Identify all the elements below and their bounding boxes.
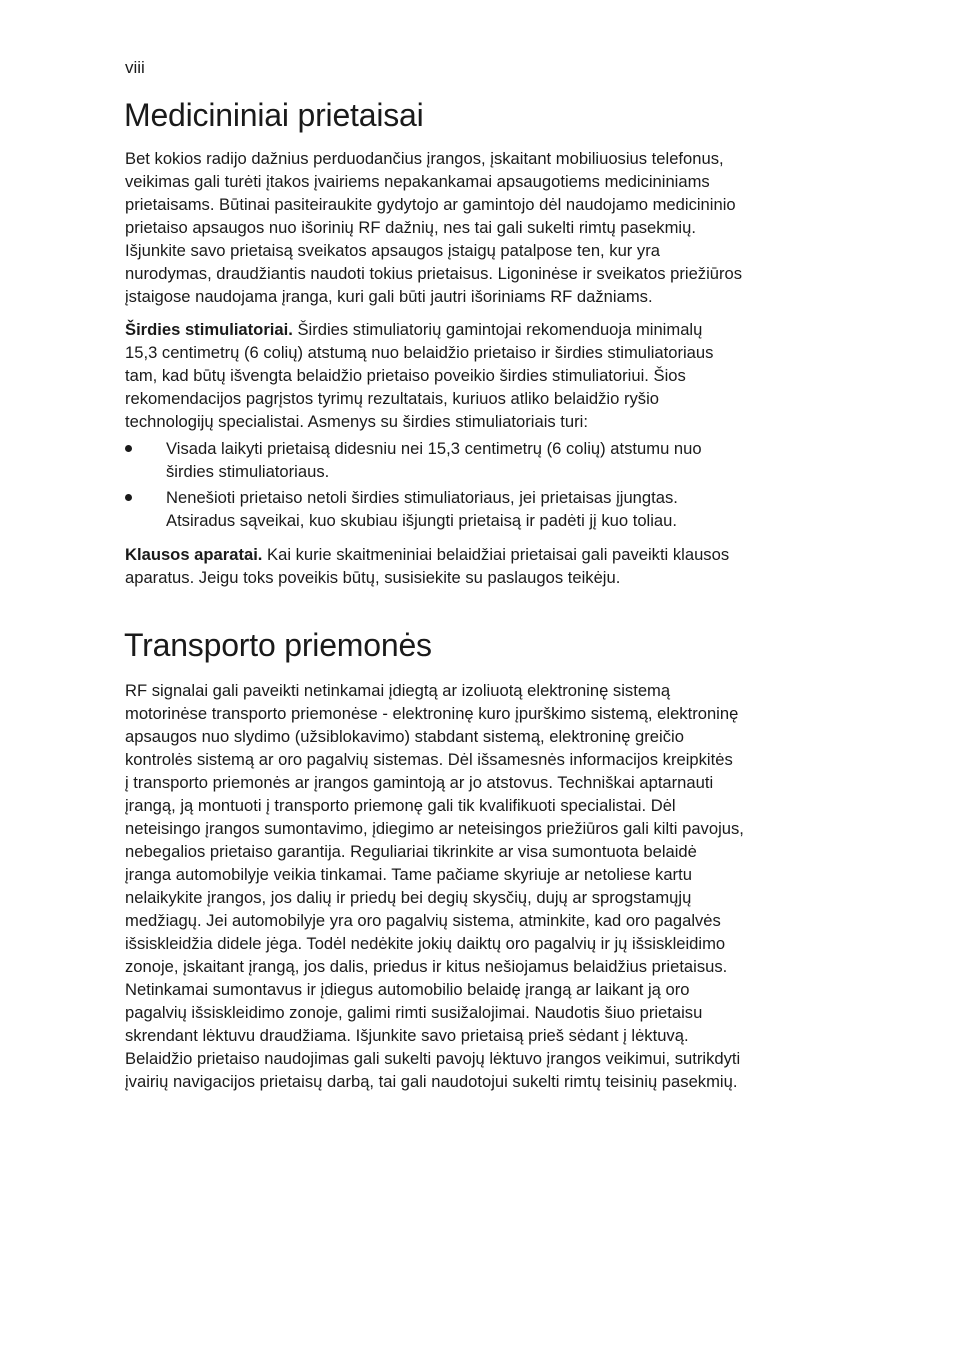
paragraph-line: į transporto priemonės ar įrangos gamintoją ar jo atstovus. Techniškai aptarnauti <box>125 773 714 792</box>
paragraph-line: skrendant lėktuvu draudžiama. Išjunkite savo prietaisą prieš sėdant į lėktuvą. <box>125 1026 689 1045</box>
paragraph-line: motorinėse transporto priemonėse - elektroninę kuro įpurškimo sistemą, elektroninę <box>125 704 739 723</box>
paragraph-line: kontrolės sistemą ar oro pagalvių sistemas. Dėl išsamesnės informacijos kreipkitės <box>125 750 733 769</box>
paragraph-line: prietaisams. Būtinai pasiteiraukite gydytojo ar gamintojo dėl naudojamo medicininio <box>125 195 736 214</box>
paragraph-line: pagalvių išsiskleidimo zonoje, galimi rimti susižalojimai. Naudotis šiuo prietaisu <box>125 1003 703 1022</box>
paragraph-line: įrangą, ją montuoti į transporto priemonę gali tik kvalifikuoti specialistai. Dėl <box>125 796 676 815</box>
paragraph-line: Netinkamai sumontavus ir įdiegus automobilio belaidę įrangą ar laikant ją oro <box>125 980 690 999</box>
list-item-line: Atsiradus sąveikai, kuo skubiau išjungti prietaisą ir padėti jį kuo toliau. <box>166 511 677 530</box>
pacemakers-title: Širdies stimuliatoriai. <box>125 320 293 339</box>
pacemakers-first-line: Širdies stimuliatorių gamintojai rekomenduoja minimalų <box>292 320 703 339</box>
paragraph-line: rekomendacijos pagrįstos tyrimų rezultatais, kuriuos atliko belaidžio ryšio <box>125 389 659 408</box>
paragraph-line: įranga automobilyje veikia tinkamai. Tame pačiame skyriuje ar netoliese kartu <box>125 865 692 884</box>
page-number: viii <box>125 58 145 77</box>
paragraph-line: nurodymas, draudžiantis naudoti tokius prietaisus. Ligoninėse ir sveikatos priežiūros <box>125 264 743 283</box>
paragraph-line: 15,3 centimetrų (6 colių) atstumą nuo belaidžio prietaiso ir širdies stimuliatoriaus <box>125 343 714 362</box>
paragraph-line: technologijų specialistai. Asmenys su širdies stimuliatoriais turi: <box>125 412 588 431</box>
list-item-line: Nenešioti prietaiso netoli širdies stimuliatoriaus, jei prietaisas įjungtas. <box>166 488 678 507</box>
pacemaker-bullet-list <box>125 437 825 535</box>
section-heading-vehicles: Transporto priemonės <box>124 627 432 663</box>
paragraph-line: nebegalios prietaiso garantija. Reguliariai tikrinkite ar visa sumontuota belaidė <box>125 842 697 861</box>
paragraph-line: Bet kokios radijo dažnius perduodančius įrangos, įskaitant mobiliuosius telefonus, <box>125 149 724 168</box>
paragraph-line: išsiskleidžia didele jėga. Todėl nedėkite jokių daiktų oro pagalvių ir jų išsiskleidimo <box>125 934 726 953</box>
paragraph-line: prietaiso apsaugos nuo išorinių RF dažnių, nes tai gali sukelti rimtų pasekmių. <box>125 218 696 237</box>
pacemakers-paragraph <box>125 318 825 433</box>
paragraph-line <box>125 543 825 566</box>
paragraph-line: aparatus. Jeigu toks poveikis būtų, susisiekite su paslaugos teikėju. <box>125 568 621 587</box>
paragraph-line: įstaigose naudojama įranga, kuri gali būti jautri išoriniams RF dažniams. <box>125 287 653 306</box>
paragraph-line: nelaikykite įrangos, jos dalių ir priedų bei degių skysčių, dujų ar sprogstamųjų <box>125 888 692 907</box>
vehicles-paragraph <box>125 679 825 1093</box>
paragraph-line: Belaidžio prietaiso naudojimas gali sukelti pavojų lėktuvo įrangos veikimui, sutrikdyti <box>125 1049 741 1068</box>
paragraph-line: įvairių navigacijos prietaisų darbą, tai gali naudotojui sukelti rimtų teisinių pasekmių. <box>125 1072 738 1091</box>
paragraph-line: apsaugos nuo slydimo (užsiblokavimo) stabdant sistemą, elektroninę greičio <box>125 727 684 746</box>
paragraph-line: Išjunkite savo prietaisą sveikatos apsaugos įstaigų patalpose ten, kur yra <box>125 241 660 260</box>
bullet-icon <box>125 445 132 452</box>
list-item-line: Visada laikyti prietaisą didesniu nei 15,3 centimetrų (6 colių) atstumu nuo <box>166 439 702 458</box>
medical-devices-paragraph <box>125 147 825 308</box>
list-item-line: širdies stimuliatoriaus. <box>166 462 330 481</box>
bullet-icon <box>125 494 132 501</box>
list-item <box>125 437 825 483</box>
list-item <box>125 486 825 532</box>
hearing-aids-first-line: Kai kurie skaitmeniniai belaidžiai prietaisai gali paveikti klausos <box>262 545 730 564</box>
hearing-aids-title: Klausos aparatai. <box>125 545 263 564</box>
paragraph-line <box>125 318 825 341</box>
bullet-list <box>125 437 825 532</box>
section-heading-medical-devices: Medicininiai prietaisai <box>124 97 424 133</box>
paragraph-line: veikimas gali turėti įtakos įvairiems nepakankamai apsaugotiems medicininiams <box>125 172 710 191</box>
paragraph-line: tam, kad būtų išvengta belaidžio prietaiso poveikio širdies stimuliatoriui. Šios <box>125 366 686 385</box>
paragraph-line: zonoje, įskaitant įrangą, jos dalis, priedus ir kitus nešiojamus belaidžius prietaisus. <box>125 957 728 976</box>
paragraph-line: medžiagų. Jei automobilyje yra oro pagalvių sistema, atminkite, kad oro pagalvės <box>125 911 721 930</box>
paragraph-line: RF signalai gali paveikti netinkamai įdiegtą ar izoliuotą elektroninę sistemą <box>125 681 671 700</box>
hearing-aids-paragraph <box>125 543 825 589</box>
paragraph-line: neteisingo įrangos sumontavimo, įdiegimo ar neteisingos priežiūros gali kilti pavojus, <box>125 819 744 838</box>
